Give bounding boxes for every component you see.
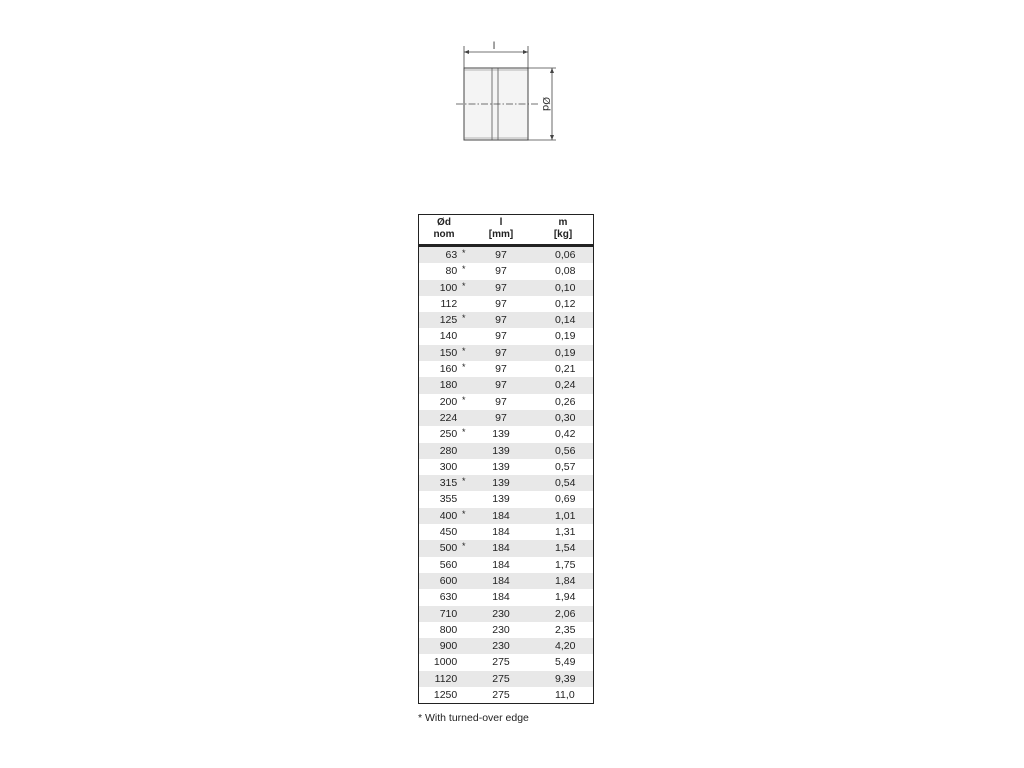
footnote: * With turned-over edge [418, 712, 529, 724]
cell-length: 97 [495, 379, 507, 392]
header-diameter-line1: Ød [437, 217, 451, 228]
cell-length: 97 [495, 395, 507, 408]
cell-length: 97 [495, 265, 507, 278]
cell-diameter [419, 654, 469, 670]
table-row [419, 573, 593, 589]
header-diameter [419, 215, 469, 244]
cell-length: 184 [492, 591, 510, 604]
diameter-label: Ød [540, 96, 551, 112]
cell-diameter [419, 312, 469, 328]
cell-length: 230 [492, 640, 510, 653]
table-row [419, 540, 593, 556]
diameter-value: 250 [439, 428, 458, 441]
table-row [419, 247, 593, 263]
cell-mass: 0,30 [555, 411, 576, 424]
table-row [419, 361, 593, 377]
diameter-value: 315 [439, 477, 458, 490]
turned-edge-marker: * [462, 394, 466, 405]
cell-length: 139 [492, 460, 510, 473]
cell-mass: 0,14 [555, 314, 576, 327]
header-length-line2: [mm] [488, 229, 514, 240]
table-row [419, 589, 593, 605]
cell-diameter [419, 589, 469, 605]
diameter-arrow-bottom [550, 135, 554, 140]
cell-length: 97 [495, 363, 507, 376]
turned-edge-marker: * [462, 476, 466, 487]
cell-mass: 2,06 [555, 607, 576, 620]
cell-length: 275 [492, 689, 510, 702]
diameter-value: 125 [439, 314, 458, 327]
table-row [419, 328, 593, 344]
diameter-value: 800 [439, 623, 458, 636]
diameter-value: 160 [439, 363, 458, 376]
header-mass-line2: [kg] [553, 229, 573, 240]
diameter-value: 600 [439, 574, 458, 587]
cell-diameter [419, 426, 469, 442]
header-diameter-line2: nom [433, 229, 455, 240]
length-arrow-right [523, 50, 528, 54]
cell-mass: 1,31 [555, 526, 576, 539]
diameter-value: 400 [439, 509, 458, 522]
cell-length: 139 [492, 493, 510, 506]
cell-length: 275 [492, 672, 510, 685]
table-row [419, 638, 593, 654]
header-mass [533, 215, 593, 244]
diameter-value: 180 [439, 379, 458, 392]
cell-mass: 9,39 [555, 672, 576, 685]
cell-length: 275 [492, 656, 510, 669]
cell-length: 184 [492, 542, 510, 555]
table-row [419, 557, 593, 573]
dimension-table [418, 214, 594, 704]
cell-mass: 1,01 [555, 509, 576, 522]
cell-mass: 0,26 [555, 395, 576, 408]
length-label: l [492, 41, 496, 52]
diameter-value: 100 [439, 281, 458, 294]
diameter-value: 63 [445, 249, 458, 261]
table-body [419, 247, 593, 703]
turned-edge-marker: * [462, 345, 466, 356]
table-row [419, 394, 593, 410]
table-row [419, 345, 593, 361]
cell-mass: 0,54 [555, 477, 576, 490]
cell-mass: 1,75 [555, 558, 576, 571]
cell-length: 97 [495, 346, 507, 359]
cell-diameter [419, 606, 469, 622]
cell-diameter [419, 557, 469, 573]
diameter-value: 300 [439, 460, 458, 473]
cell-mass: 0,10 [555, 281, 576, 294]
cell-diameter [419, 671, 469, 687]
cell-mass: 2,35 [555, 623, 576, 636]
diameter-value: 630 [439, 591, 458, 604]
table-row [419, 410, 593, 426]
cell-length: 184 [492, 509, 510, 522]
table-row [419, 606, 593, 622]
diameter-value: 200 [439, 395, 458, 408]
cell-length: 97 [495, 314, 507, 327]
cell-mass: 1,94 [555, 591, 576, 604]
coupling-technical-drawing [450, 40, 570, 150]
table-row [419, 377, 593, 393]
turned-edge-marker: * [462, 264, 466, 275]
cell-diameter [419, 443, 469, 459]
cell-mass: 0,57 [555, 460, 576, 473]
cell-mass: 0,42 [555, 428, 576, 441]
turned-edge-marker: * [462, 362, 466, 373]
table-header [419, 215, 593, 247]
table-row [419, 654, 593, 670]
cell-diameter [419, 475, 469, 491]
header-length [469, 215, 533, 244]
diameter-value: 140 [439, 330, 458, 343]
diameter-value: 900 [439, 640, 458, 653]
cell-length: 97 [495, 330, 507, 343]
table-row [419, 508, 593, 524]
table-row [419, 280, 593, 296]
table-row [419, 622, 593, 638]
cell-mass: 0,56 [555, 444, 576, 457]
cell-mass: 0,21 [555, 363, 576, 376]
cell-mass: 0,08 [555, 265, 576, 278]
cell-mass: 5,49 [555, 656, 576, 669]
turned-edge-marker: * [462, 508, 466, 519]
cell-mass: 0,12 [555, 297, 576, 310]
cell-length: 139 [492, 444, 510, 457]
turned-edge-marker: * [462, 313, 466, 324]
diameter-value: 500 [439, 542, 458, 555]
diameter-value: 112 [440, 297, 458, 310]
diameter-value: 450 [439, 526, 458, 539]
diameter-value: 150 [439, 346, 458, 359]
cell-diameter [419, 361, 469, 377]
diameter-value: 280 [439, 444, 458, 457]
cell-mass: 0,19 [555, 346, 576, 359]
cell-mass: 4,20 [555, 640, 576, 653]
table-row [419, 687, 593, 703]
table-row [419, 296, 593, 312]
diameter-arrow-top [550, 68, 554, 73]
diameter-value: 710 [439, 607, 458, 620]
length-arrow-left [464, 50, 469, 54]
cell-mass: 0,19 [555, 330, 576, 343]
cell-diameter [419, 508, 469, 524]
table-row [419, 312, 593, 328]
table-row [419, 491, 593, 507]
cell-length: 184 [492, 526, 510, 539]
turned-edge-marker: * [462, 248, 466, 258]
diameter-value: 224 [439, 411, 458, 424]
cell-length: 139 [492, 428, 510, 441]
cell-mass: 1,84 [555, 574, 576, 587]
cell-length: 97 [495, 249, 507, 261]
cell-length: 97 [495, 281, 507, 294]
table-row [419, 524, 593, 540]
cell-mass: 0,06 [555, 249, 576, 261]
cell-length: 230 [492, 623, 510, 636]
table-row [419, 475, 593, 491]
cell-diameter [419, 687, 469, 703]
cell-mass: 11,0 [555, 689, 575, 702]
cell-length: 184 [492, 574, 510, 587]
diameter-value: 80 [445, 265, 458, 278]
cell-length: 184 [492, 558, 510, 571]
cell-diameter [419, 394, 469, 410]
cell-diameter [419, 280, 469, 296]
cell-length: 230 [492, 607, 510, 620]
cell-diameter [419, 540, 469, 556]
cell-diameter [419, 622, 469, 638]
table-row [419, 459, 593, 475]
cell-diameter [419, 638, 469, 654]
cell-diameter [419, 573, 469, 589]
turned-edge-marker: * [462, 280, 466, 291]
header-length-line1: l [499, 217, 503, 228]
diameter-value: 1000 [433, 656, 458, 669]
table-row [419, 443, 593, 459]
diameter-value: 560 [439, 558, 458, 571]
cell-mass: 0,24 [555, 379, 576, 392]
cell-length: 97 [495, 297, 507, 310]
diameter-value: 1250 [433, 689, 458, 702]
cell-mass: 0,69 [555, 493, 576, 506]
table-row [419, 671, 593, 687]
turned-edge-marker: * [462, 427, 466, 438]
cell-length: 97 [495, 411, 507, 424]
table-row [419, 426, 593, 442]
table-row [419, 263, 593, 279]
diameter-value: 355 [439, 493, 458, 506]
cell-length: 139 [492, 477, 510, 490]
diameter-value: 1120 [434, 672, 458, 685]
header-mass-line1: m [558, 217, 568, 228]
turned-edge-marker: * [462, 541, 466, 552]
cell-mass: 1,54 [555, 542, 576, 555]
